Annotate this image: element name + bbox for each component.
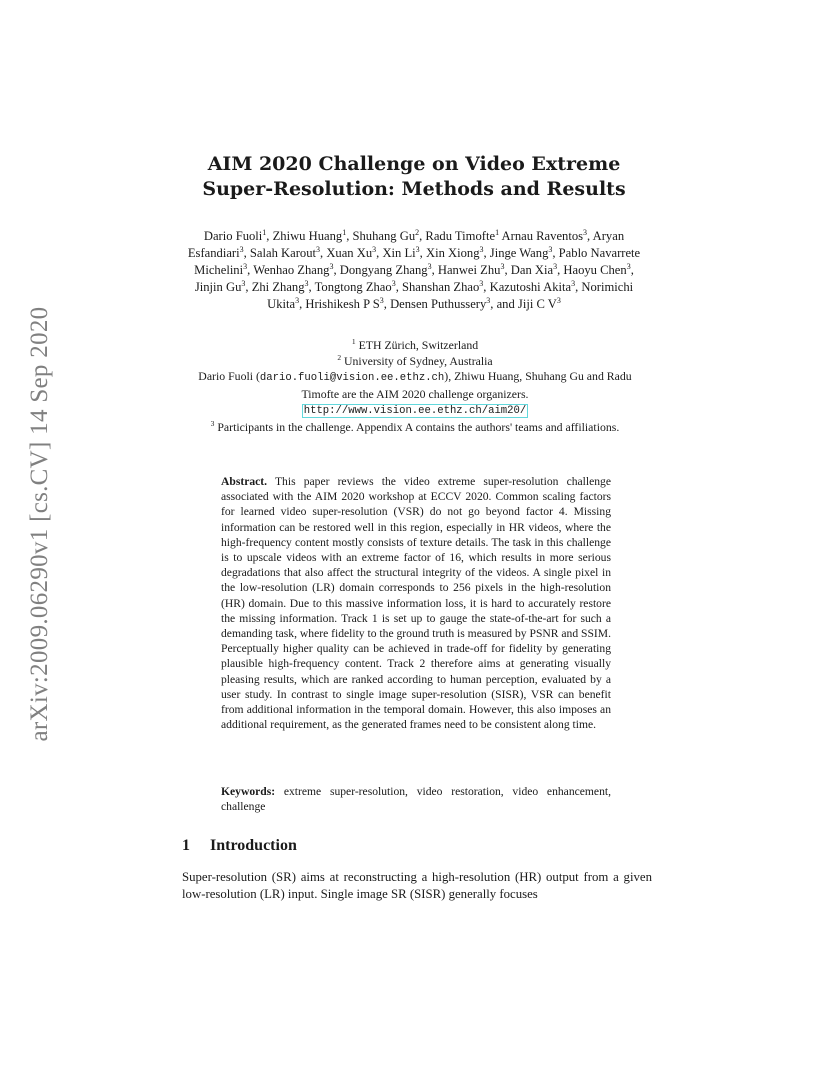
author-affiliation-mark: 3 bbox=[583, 227, 588, 237]
author-separator: , bbox=[575, 280, 582, 294]
author-affiliation-mark: 3 bbox=[379, 295, 384, 305]
author-affiliation-mark: 3 bbox=[316, 244, 321, 254]
affiliation-2-text: University of Sydney, Australia bbox=[344, 353, 493, 368]
author-separator: , bbox=[504, 263, 511, 277]
author-affiliation-mark: 3 bbox=[427, 261, 432, 271]
author-name: Hrishikesh P S bbox=[305, 297, 380, 311]
arxiv-side-identifier bbox=[16, 286, 64, 762]
author-affiliation-mark: 3 bbox=[479, 278, 484, 288]
affiliation-1-text: ETH Zürich, Switzerland bbox=[358, 338, 479, 352]
affiliation-1 bbox=[190, 338, 640, 354]
author-separator: , bbox=[245, 280, 252, 294]
author-list bbox=[180, 228, 648, 313]
author-name: Arnau Raventos bbox=[501, 229, 584, 243]
abstract bbox=[221, 474, 611, 732]
author-separator: , bbox=[395, 280, 402, 294]
author-affiliation-mark: 3 bbox=[486, 295, 491, 305]
author-separator: , bbox=[308, 280, 315, 294]
author-name: Shanshan Zhao bbox=[402, 280, 480, 294]
author-name: Xin Xiong bbox=[425, 246, 480, 260]
author-separator: , bbox=[243, 246, 250, 260]
author-affiliation-mark: 3 bbox=[329, 261, 334, 271]
author-name: Hanwei Zhu bbox=[437, 263, 501, 277]
author-separator: , bbox=[419, 229, 426, 243]
keywords-label: Keywords: bbox=[221, 785, 276, 798]
author-affiliation-mark: 1 bbox=[262, 227, 267, 237]
author-name: Wenhao Zhang bbox=[253, 263, 330, 277]
author-affiliation-mark: 2 bbox=[415, 227, 420, 237]
author-affiliation-mark: 3 bbox=[548, 244, 553, 254]
author-name: Jiji C V bbox=[517, 297, 557, 311]
author-affiliation-mark: 3 bbox=[243, 261, 248, 271]
arxiv-id-text: arXiv:2009.06290v1 [cs.CV] 14 Sep 2020 bbox=[26, 306, 53, 742]
keywords bbox=[221, 784, 611, 814]
author-affiliation-mark: 1 bbox=[495, 227, 500, 237]
author-separator: , bbox=[320, 246, 327, 260]
author-affiliation-mark: 3 bbox=[556, 295, 561, 305]
keywords-text: extreme super-resolution, video restoration, video enhancement, challenge bbox=[221, 785, 611, 814]
author-separator: , bbox=[266, 229, 273, 243]
author-affiliation-mark: 3 bbox=[304, 278, 309, 288]
author-name: Densen Puthussery bbox=[390, 297, 487, 311]
challenge-url-line bbox=[190, 402, 640, 420]
challenge-url-link[interactable]: http://www.vision.ee.ethz.ch/aim20/ bbox=[303, 405, 527, 417]
intro-paragraph: Super-resolution (SR) aims at reconstructing a high-resolution (HR) output from a given low-resolution (LR) input. Single image SR (SISR) generally focuses bbox=[182, 870, 652, 901]
author-name: Xuan Xu bbox=[326, 246, 373, 260]
author-name: Radu Timofte bbox=[425, 229, 496, 243]
section-title: Introduction bbox=[210, 837, 297, 854]
author-affiliation-mark: 3 bbox=[295, 295, 300, 305]
author-name: Tongtong Zhao bbox=[314, 280, 392, 294]
author-name: Salah Karout bbox=[249, 246, 317, 260]
author-name: Haoyu Chen bbox=[563, 263, 627, 277]
author-name: Dario Fuoli bbox=[203, 229, 263, 243]
affiliation-3-text: Participants in the challenge. Appendix A contains the authors' teams and affiliations. bbox=[217, 419, 620, 434]
author-name: Jinjin Gu bbox=[194, 280, 242, 294]
author-separator: , bbox=[419, 246, 426, 260]
author-affiliation-mark: 3 bbox=[391, 278, 396, 288]
author-affiliation-mark: 3 bbox=[626, 261, 631, 271]
author-separator: , bbox=[431, 263, 438, 277]
author-affiliation-mark: 3 bbox=[479, 244, 484, 254]
affiliation-1-mark: 1 bbox=[351, 337, 356, 347]
author-separator: , and bbox=[490, 297, 518, 311]
affiliation-3-mark: 3 bbox=[210, 418, 215, 428]
author-separator: , bbox=[483, 280, 490, 294]
author-affiliation-mark: 3 bbox=[553, 261, 558, 271]
author-affiliation-mark: 3 bbox=[241, 278, 246, 288]
affiliations bbox=[190, 338, 640, 435]
organizers-suffix: ), Zhiwu Huang, Shuhang Gu and Radu Timofte are the AIM 2020 challenge organizers. bbox=[301, 369, 632, 401]
author-separator: , bbox=[557, 263, 564, 277]
affiliation-2-mark: 2 bbox=[337, 352, 342, 362]
author-name: Zhiwu Huang bbox=[272, 229, 343, 243]
author-affiliation-mark: 3 bbox=[571, 278, 576, 288]
section-heading bbox=[182, 837, 297, 855]
author-separator: , bbox=[630, 263, 634, 277]
title-line-1: AIM 2020 Challenge on Video Extreme bbox=[207, 153, 621, 175]
organizer-email-link[interactable]: dario.fuoli@vision.ee.ethz.ch bbox=[259, 372, 445, 384]
paper-title bbox=[150, 152, 678, 202]
affiliation-2 bbox=[190, 354, 640, 370]
author-separator: , bbox=[333, 263, 340, 277]
author-name: Norimichi Ukita bbox=[267, 280, 634, 311]
author-separator: , bbox=[552, 246, 559, 260]
author-name: Xin Li bbox=[382, 246, 416, 260]
author-name: Jinge Wang bbox=[489, 246, 549, 260]
author-name: Kazutoshi Akita bbox=[489, 280, 572, 294]
author-name: Shuhang Gu bbox=[352, 229, 416, 243]
author-affiliation-mark: 3 bbox=[415, 244, 420, 254]
author-separator: , bbox=[587, 229, 593, 243]
section-number: 1 bbox=[182, 837, 190, 854]
author-separator: , bbox=[483, 246, 490, 260]
author-affiliation-mark: 1 bbox=[342, 227, 347, 237]
author-affiliation-mark: 3 bbox=[372, 244, 377, 254]
abstract-label: Abstract. bbox=[221, 475, 268, 488]
abstract-text: This paper reviews the video extreme super-resolution challenge associated with the AIM 2020 workshop at ECCV 2020. Common scaling factors for learned video super-resolution (VSR) do not go beyond factor 4. Missing information can be restored well in this region, especially in HR videos, where the high-frequency content mostly consists of texture details. The task in this challenge is to upscale videos with an extreme factor of 16, which results in more serious degradations that also affect the structural integrity of the videos. A single pixel in the low-resolution (LR) domain corresponds to 256 pixels in the high-resolution (HR) domain. Due to this massive information loss, it is hard to accurately restore the missing information. Track 1 is set up to gauge the state-of-the-art for such a demanding task, where fidelity to the ground truth is measured by PSNR and SSIM. Perceptually higher quality can be achieved in trade-off for fidelity by generating plausible high-frequency content. Track 2 therefore aims at generating visually pleasing results, which are ranked according to human perception, evaluated by a user study. In contrast to single image super-resolution (SISR), VSR can benefit from additional information in the temporal domain. However, this also imposes an additional requirement, as the generated frames need to be consistent along time. bbox=[221, 475, 611, 732]
author-name: Aryan Esfandiari bbox=[187, 229, 625, 260]
author-separator: , bbox=[247, 263, 254, 277]
title-line-2: Super-Resolution: Methods and Results bbox=[202, 178, 626, 200]
author-separator: , bbox=[383, 297, 391, 311]
affiliation-3 bbox=[190, 420, 640, 436]
organizers-prefix: Dario Fuoli ( bbox=[198, 369, 260, 383]
author-separator: , bbox=[376, 246, 383, 260]
author-affiliation-mark: 3 bbox=[500, 261, 505, 271]
author-separator: , bbox=[346, 229, 353, 243]
author-name: Dongyang Zhang bbox=[339, 263, 428, 277]
author-name: Dan Xia bbox=[510, 263, 554, 277]
author-separator: , bbox=[299, 297, 306, 311]
author-name: Pablo Navarrete Michelini bbox=[194, 246, 641, 277]
organizers-note bbox=[190, 369, 640, 402]
author-affiliation-mark: 3 bbox=[239, 244, 244, 254]
author-name: Zhi Zhang bbox=[251, 280, 305, 294]
